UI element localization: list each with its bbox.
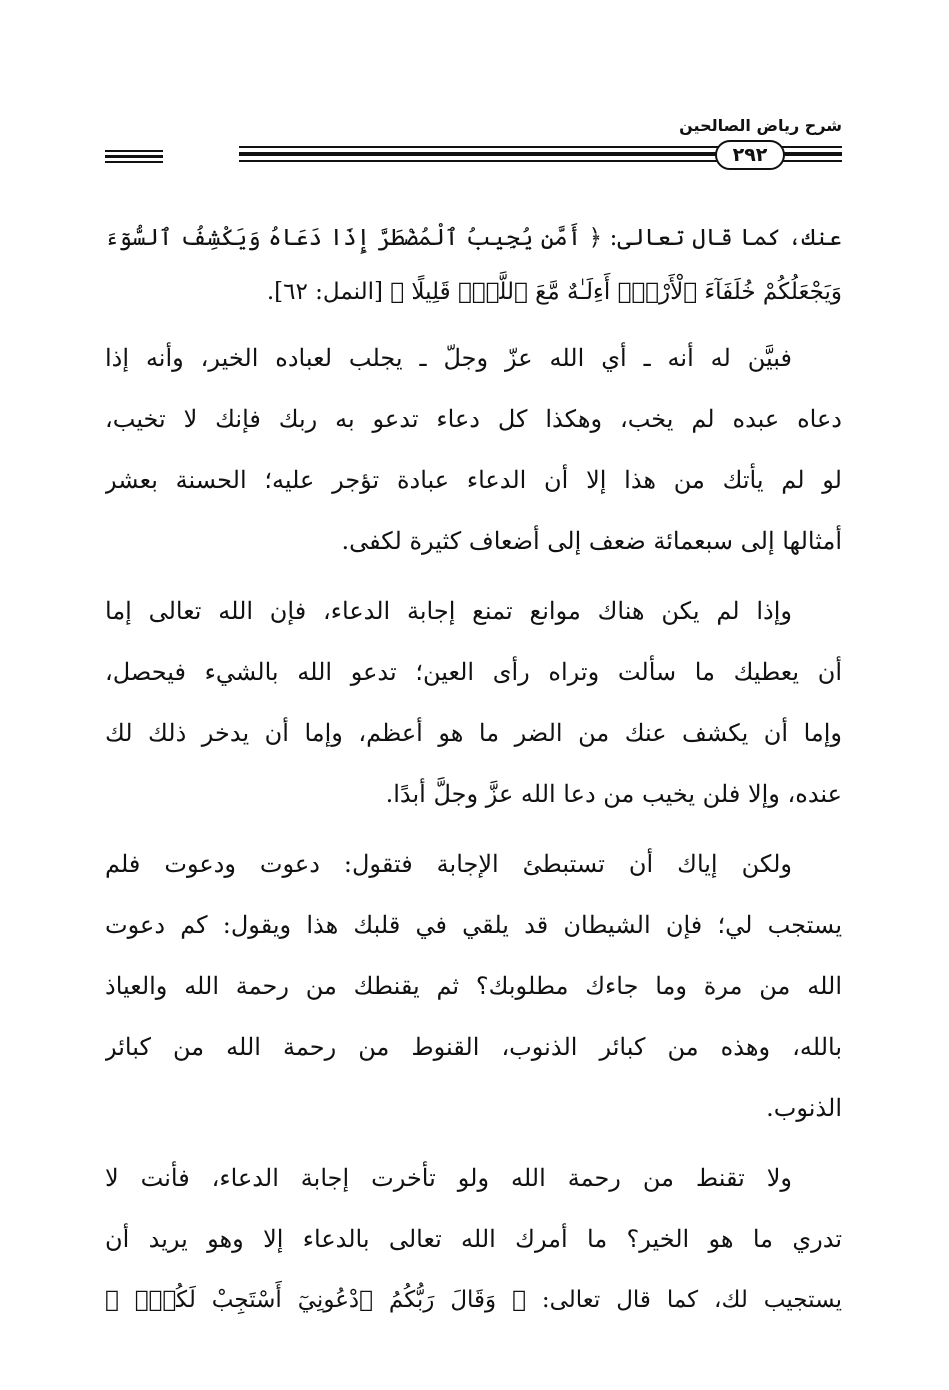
paragraph [105, 581, 842, 825]
text-line: لو لم يأتك من هذا إلا أن الدعاء عبادة تؤجر عليه؛ الحسنة بعشر [105, 466, 842, 494]
paragraph [105, 834, 842, 1139]
page-number: ٢٩٢ [715, 140, 785, 170]
text-line: يستجب لي؛ فإن الشيطان قد يلقي في قلبك هذا ويقول: كم دعوت [105, 911, 842, 939]
text-line: عنك، كما قال تعالى: ﴿ أَمَّن يُجِيبُ ٱلْمُضْطَرَّ إِذَا دَعَاهُ وَيَكْشِفُ ٱلسُّوٓءَ [105, 225, 842, 251]
paragraph [105, 1148, 842, 1331]
page-header [105, 108, 842, 172]
running-title: شرح رياض الصالحين [679, 116, 842, 135]
header-rule [105, 155, 163, 158]
text-line: وإما أن يكشف عنك من الضر ما هو أعظم، وإما أن يدخر ذلك لك [105, 719, 842, 747]
text-line: ولا تقنط من رحمة الله ولو تأخرت إجابة الدعاء، فأنت لا [105, 1164, 792, 1192]
paragraph [105, 208, 842, 319]
text-line: ولكن إياك أن تستبطئ الإجابة فتقول: دعوت ودعوت فلم [105, 850, 792, 878]
header-rule [105, 161, 163, 163]
text-line: دعاه عبده لم يخب، وهكذا كل دعاء تدعو به ربك فإنك لا تخيب، [105, 405, 842, 433]
page-body [105, 208, 842, 1331]
text-line: أن يعطيك ما سألت وتراه رأى العين؛ تدعو الله بالشيء فيحصل، [105, 658, 842, 686]
text-line: تدري ما هو الخير؟ ما أمرك الله تعالى بالدعاء إلا وهو يريد أن [105, 1225, 842, 1253]
text-line: فبيَّن له أنه ـ أي الله عزّ وجلّ ـ يجلب لعباده الخير، وأنه إذا [105, 344, 792, 372]
text-line: وإذا لم يكن هناك موانع تمنع إجابة الدعاء، فإن الله تعالى إما [105, 597, 792, 625]
text-line: أمثالها إلى سبعمائة ضعف إلى أضعاف كثيرة لكفى. [341, 527, 842, 555]
text-line: بالله، وهذه من كبائر الذنوب، القنوط من رحمة الله من كبائر [105, 1033, 842, 1061]
text-line: يستجيب لك، كما قال تعالى: ﴿ وَقَالَ رَبُّكُمُ ٱدْعُونِيٓ أَسْتَجِبْ لَكُمْۚ ﴾ [105, 1287, 842, 1313]
paragraph [105, 328, 842, 572]
header-rule [105, 150, 163, 152]
text-line: الذنوب. [766, 1094, 842, 1122]
text-line: وَيَجْعَلُكُمْ خُلَفَآءَ ٱلْأَرْضِۗ أَءِلَـٰهٌ مَّعَ ٱللَّهِۚ قَلِيلًا ﴾ [النمل: ٦٢]. [266, 279, 842, 305]
text-line: عنده، وإلا فلن يخيب من دعا الله عزَّ وجلَّ أبدًا. [385, 780, 842, 808]
text-line: الله من مرة وما جاءك مطلوبك؟ ثم يقنطك من رحمة الله والعياذ [105, 972, 842, 1000]
